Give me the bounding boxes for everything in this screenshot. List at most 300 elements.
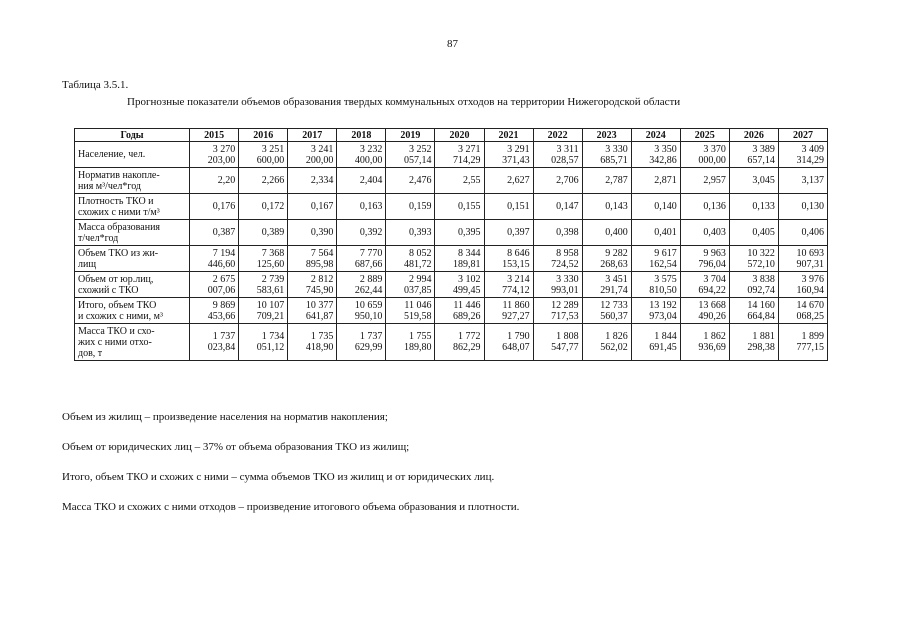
value-line: 3 350 bbox=[654, 143, 677, 155]
value-line: 262,44 bbox=[354, 284, 383, 296]
value-line: 203,00 bbox=[207, 154, 236, 166]
value-line: 3 311 bbox=[556, 143, 579, 155]
value-line: 160,94 bbox=[796, 284, 824, 296]
value-line: 0,392 bbox=[359, 227, 383, 238]
value-cell bbox=[190, 168, 239, 194]
row-label bbox=[75, 246, 190, 272]
value-line: 689,26 bbox=[453, 310, 481, 322]
value-line: 0,405 bbox=[752, 227, 775, 238]
value-cell bbox=[435, 168, 484, 194]
value-line: 0,130 bbox=[801, 201, 824, 212]
value-cell bbox=[778, 324, 827, 361]
value-line: 0,167 bbox=[310, 201, 334, 212]
row-label-line: Итого, объем ТКО bbox=[78, 299, 157, 311]
value-cell bbox=[484, 246, 533, 272]
year-header: 2021 bbox=[484, 129, 533, 142]
value-cell bbox=[435, 220, 484, 246]
forecast-table bbox=[74, 128, 828, 361]
value-line: 314,29 bbox=[796, 154, 824, 166]
value-line: 936,69 bbox=[698, 342, 726, 353]
value-cell bbox=[778, 168, 827, 194]
value-line: 0,397 bbox=[507, 227, 530, 238]
value-line: 10 659 bbox=[354, 299, 383, 311]
value-cell bbox=[435, 272, 484, 298]
value-line: 0,155 bbox=[458, 201, 481, 212]
value-line: 0,151 bbox=[507, 201, 530, 212]
value-line: 007,06 bbox=[207, 284, 236, 296]
value-cell bbox=[778, 246, 827, 272]
value-line: 973,04 bbox=[649, 310, 677, 322]
value-cell bbox=[778, 220, 827, 246]
value-line: 057,14 bbox=[403, 154, 432, 166]
note-legal-entities-volume: Объем от юридических лиц – 37% от объема образования ТКО из жилищ; bbox=[62, 441, 410, 453]
value-line: 8 344 bbox=[458, 247, 481, 259]
value-cell bbox=[435, 246, 484, 272]
value-cell bbox=[190, 246, 239, 272]
value-cell bbox=[288, 324, 337, 361]
value-line: 950,10 bbox=[354, 310, 383, 322]
value-line: 3 704 bbox=[703, 273, 726, 285]
value-line: 12 733 bbox=[600, 299, 628, 311]
value-cell bbox=[582, 168, 631, 194]
value-line: 7 368 bbox=[261, 247, 285, 259]
value-cell bbox=[729, 272, 778, 298]
value-line: 560,37 bbox=[600, 310, 628, 322]
value-line: 709,21 bbox=[256, 310, 285, 322]
row-label bbox=[75, 168, 190, 194]
value-cell bbox=[190, 194, 239, 220]
row-label bbox=[75, 324, 190, 361]
value-cell bbox=[533, 298, 582, 324]
value-line: 3 575 bbox=[654, 273, 677, 285]
value-cell bbox=[386, 168, 435, 194]
value-cell bbox=[533, 194, 582, 220]
table-row bbox=[75, 142, 828, 168]
value-line: 3 252 bbox=[408, 143, 432, 155]
year-header: 2016 bbox=[239, 129, 288, 142]
header-row bbox=[75, 129, 828, 142]
value-line: 2,20 bbox=[217, 175, 236, 186]
value-cell bbox=[680, 298, 729, 324]
row-label-line: ния м³/чел*год bbox=[78, 180, 142, 192]
value-cell bbox=[337, 168, 386, 194]
table-row bbox=[75, 272, 828, 298]
value-line: 0,403 bbox=[703, 227, 726, 238]
value-line: 862,29 bbox=[453, 342, 481, 353]
value-cell bbox=[582, 298, 631, 324]
value-line: 051,12 bbox=[256, 342, 285, 353]
value-cell bbox=[582, 142, 631, 168]
value-line: 200,00 bbox=[305, 154, 334, 166]
row-label bbox=[75, 142, 190, 168]
value-cell bbox=[582, 246, 631, 272]
value-line: 13 192 bbox=[649, 299, 677, 311]
value-line: 1 808 bbox=[556, 331, 579, 342]
value-cell bbox=[729, 220, 778, 246]
value-cell bbox=[533, 324, 582, 361]
value-cell bbox=[729, 194, 778, 220]
row-label-line: Объем ТКО из жи- bbox=[78, 247, 159, 259]
value-cell bbox=[778, 298, 827, 324]
note-total-mass: Масса ТКО и схожих с ними отходов – произведение итогового объема образования и плотности. bbox=[62, 501, 520, 513]
table-row bbox=[75, 194, 828, 220]
value-cell bbox=[631, 168, 680, 194]
value-line: 3,137 bbox=[801, 175, 824, 186]
value-cell bbox=[533, 142, 582, 168]
value-line: 092,74 bbox=[747, 284, 775, 296]
value-line: 0,133 bbox=[752, 201, 775, 212]
value-cell bbox=[680, 220, 729, 246]
value-cell bbox=[484, 194, 533, 220]
table-row bbox=[75, 168, 828, 194]
value-line: 8 958 bbox=[556, 247, 579, 259]
value-line: 777,15 bbox=[796, 342, 824, 353]
value-line: 810,50 bbox=[649, 284, 677, 296]
value-cell bbox=[386, 220, 435, 246]
value-line: 0,401 bbox=[654, 227, 677, 238]
value-cell bbox=[288, 246, 337, 272]
value-cell bbox=[239, 272, 288, 298]
value-cell bbox=[484, 324, 533, 361]
value-cell bbox=[190, 324, 239, 361]
row-label bbox=[75, 194, 190, 220]
value-line: 068,25 bbox=[796, 310, 824, 322]
value-cell bbox=[435, 298, 484, 324]
value-cell bbox=[631, 142, 680, 168]
value-line: 2 994 bbox=[408, 273, 432, 285]
value-cell bbox=[288, 298, 337, 324]
value-line: 0,395 bbox=[458, 227, 481, 238]
value-line: 11 446 bbox=[453, 299, 481, 311]
table-row bbox=[75, 324, 828, 361]
value-line: 3,045 bbox=[752, 175, 775, 186]
value-cell bbox=[533, 168, 582, 194]
value-line: 268,63 bbox=[600, 258, 628, 270]
table-title: Прогнозные показатели объемов образования твердых коммунальных отходов на территории Нижегородской области bbox=[127, 96, 681, 108]
value-line: 037,85 bbox=[403, 284, 432, 296]
value-line: 664,84 bbox=[747, 310, 775, 322]
value-cell bbox=[533, 246, 582, 272]
value-line: 745,90 bbox=[305, 284, 334, 296]
value-line: 3 389 bbox=[752, 143, 775, 155]
value-line: 3 251 bbox=[261, 143, 285, 155]
value-cell bbox=[239, 194, 288, 220]
value-cell bbox=[288, 194, 337, 220]
value-line: 000,00 bbox=[698, 154, 726, 166]
value-line: 14 160 bbox=[747, 299, 775, 311]
value-line: 028,57 bbox=[551, 154, 579, 166]
value-cell bbox=[729, 324, 778, 361]
year-header: 2025 bbox=[680, 129, 729, 142]
value-line: 724,52 bbox=[551, 258, 579, 270]
value-cell bbox=[631, 298, 680, 324]
value-line: 641,87 bbox=[305, 310, 334, 322]
value-cell bbox=[582, 194, 631, 220]
value-line: 572,10 bbox=[747, 258, 775, 270]
table-row bbox=[75, 246, 828, 272]
value-line: 14 670 bbox=[796, 299, 824, 311]
value-line: 907,31 bbox=[796, 258, 824, 270]
value-line: 685,71 bbox=[600, 154, 628, 166]
year-header: 2024 bbox=[631, 129, 680, 142]
value-line: 2,871 bbox=[654, 175, 677, 186]
value-line: 10 322 bbox=[747, 247, 775, 259]
value-cell bbox=[386, 246, 435, 272]
value-line: 927,27 bbox=[502, 310, 530, 322]
table-row bbox=[75, 220, 828, 246]
value-cell bbox=[582, 324, 631, 361]
value-line: 453,66 bbox=[207, 310, 236, 322]
value-line: 371,43 bbox=[502, 154, 530, 166]
row-label-line: дов, т bbox=[78, 347, 103, 359]
value-cell bbox=[288, 220, 337, 246]
value-cell bbox=[239, 246, 288, 272]
value-cell bbox=[337, 272, 386, 298]
value-cell bbox=[190, 272, 239, 298]
value-cell bbox=[533, 220, 582, 246]
note-housing-volume: Объем из жилищ – произведение населения на норматив накопления; bbox=[62, 411, 388, 423]
value-line: 023,84 bbox=[207, 342, 236, 353]
value-cell bbox=[631, 272, 680, 298]
value-cell bbox=[386, 142, 435, 168]
row-label-line: схожий с ТКО bbox=[78, 284, 139, 296]
value-line: 0,159 bbox=[408, 201, 432, 212]
value-line: 1 737 bbox=[359, 331, 383, 342]
row-label-line: схожих с ними т/м³ bbox=[78, 206, 160, 218]
value-line: 418,90 bbox=[305, 342, 334, 353]
value-cell bbox=[337, 246, 386, 272]
value-line: 1 735 bbox=[310, 331, 334, 342]
value-cell bbox=[239, 324, 288, 361]
value-line: 10 693 bbox=[796, 247, 824, 259]
value-line: 0,147 bbox=[556, 201, 579, 212]
value-line: 1 790 bbox=[507, 331, 530, 342]
value-line: 2,476 bbox=[408, 175, 432, 186]
value-line: 10 377 bbox=[305, 299, 334, 311]
value-cell bbox=[288, 272, 337, 298]
value-line: 0,400 bbox=[605, 227, 628, 238]
value-cell bbox=[484, 272, 533, 298]
value-cell bbox=[435, 324, 484, 361]
value-cell bbox=[435, 194, 484, 220]
value-cell bbox=[484, 168, 533, 194]
value-cell bbox=[778, 272, 827, 298]
value-line: 400,00 bbox=[354, 154, 383, 166]
value-line: 1 826 bbox=[605, 331, 628, 342]
value-line: 153,15 bbox=[502, 258, 530, 270]
year-header: 2017 bbox=[288, 129, 337, 142]
value-line: 3 232 bbox=[359, 143, 383, 155]
value-line: 1 734 bbox=[261, 331, 285, 342]
value-line: 0,143 bbox=[605, 201, 628, 212]
value-line: 9 617 bbox=[654, 247, 677, 259]
value-line: 298,38 bbox=[747, 342, 775, 353]
value-cell bbox=[631, 324, 680, 361]
value-line: 9 963 bbox=[703, 247, 726, 259]
value-line: 0,393 bbox=[408, 227, 432, 238]
value-cell bbox=[582, 220, 631, 246]
row-label-line: лищ bbox=[78, 258, 97, 270]
value-line: 2 739 bbox=[261, 273, 285, 285]
row-label-line: т/чел*год bbox=[78, 232, 119, 244]
value-cell bbox=[239, 168, 288, 194]
value-line: 490,26 bbox=[698, 310, 726, 322]
value-line: 3 976 bbox=[801, 273, 824, 285]
value-line: 648,07 bbox=[502, 342, 530, 353]
value-cell bbox=[680, 272, 729, 298]
value-line: 657,14 bbox=[747, 154, 775, 166]
table-row bbox=[75, 298, 828, 324]
row-label-line: Объем от юр.лиц, bbox=[78, 273, 154, 285]
note-total-volume: Итого, объем ТКО и схожих с ними – сумма объемов ТКО из жилищ и от юридических лиц. bbox=[62, 471, 495, 483]
value-cell bbox=[484, 220, 533, 246]
value-line: 0,406 bbox=[801, 227, 824, 238]
value-line: 3 409 bbox=[801, 143, 824, 155]
value-line: 519,58 bbox=[403, 310, 432, 322]
value-cell bbox=[778, 194, 827, 220]
value-line: 342,86 bbox=[649, 154, 677, 166]
value-line: 0,389 bbox=[261, 227, 285, 238]
value-line: 3 271 bbox=[458, 143, 481, 155]
value-line: 2,706 bbox=[556, 175, 579, 186]
value-cell bbox=[484, 142, 533, 168]
value-line: 687,66 bbox=[354, 258, 383, 270]
value-line: 0,136 bbox=[703, 201, 726, 212]
value-line: 2 889 bbox=[359, 273, 383, 285]
value-line: 2,334 bbox=[310, 175, 334, 186]
value-line: 7 564 bbox=[310, 247, 334, 259]
value-line: 11 046 bbox=[404, 299, 432, 311]
value-line: 1 881 bbox=[752, 331, 775, 342]
value-line: 13 668 bbox=[698, 299, 726, 311]
value-line: 895,98 bbox=[305, 258, 334, 270]
row-label bbox=[75, 220, 190, 246]
row-label-line: Норматив накопле- bbox=[78, 169, 160, 181]
year-header: 2027 bbox=[778, 129, 827, 142]
value-line: 0,398 bbox=[556, 227, 579, 238]
value-line: 1 755 bbox=[408, 331, 432, 342]
value-line: 1 772 bbox=[458, 331, 481, 342]
value-line: 189,81 bbox=[453, 258, 481, 270]
value-line: 0,176 bbox=[212, 201, 236, 212]
value-cell bbox=[239, 298, 288, 324]
value-line: 10 107 bbox=[256, 299, 285, 311]
year-header: 2019 bbox=[386, 129, 435, 142]
years-header: Годы bbox=[75, 129, 190, 142]
value-line: 2,266 bbox=[261, 175, 285, 186]
value-line: 1 899 bbox=[801, 331, 824, 342]
value-line: 162,54 bbox=[649, 258, 677, 270]
value-cell bbox=[239, 142, 288, 168]
value-cell bbox=[190, 220, 239, 246]
value-line: 0,172 bbox=[261, 201, 285, 212]
value-line: 583,61 bbox=[256, 284, 285, 296]
value-line: 0,140 bbox=[654, 201, 677, 212]
row-label bbox=[75, 272, 190, 298]
value-line: 291,74 bbox=[600, 284, 628, 296]
value-cell bbox=[337, 220, 386, 246]
row-label-line: Масса ТКО и схо- bbox=[78, 325, 155, 337]
table-id: Таблица 3.5.1. bbox=[62, 79, 129, 91]
value-line: 0,163 bbox=[359, 201, 383, 212]
value-line: 2,404 bbox=[359, 175, 383, 186]
value-line: 629,99 bbox=[354, 342, 383, 353]
year-header: 2026 bbox=[729, 129, 778, 142]
value-cell bbox=[631, 220, 680, 246]
value-line: 774,12 bbox=[502, 284, 530, 296]
value-line: 3 330 bbox=[605, 143, 628, 155]
value-cell bbox=[729, 246, 778, 272]
value-cell bbox=[288, 142, 337, 168]
row-label-line: Население, чел. bbox=[78, 149, 146, 160]
value-line: 2,55 bbox=[463, 175, 481, 186]
value-line: 3 270 bbox=[212, 143, 236, 155]
value-cell bbox=[239, 220, 288, 246]
value-cell bbox=[337, 194, 386, 220]
row-label-line: Плотность ТКО и bbox=[78, 195, 154, 207]
value-line: 481,72 bbox=[403, 258, 432, 270]
value-line: 1 862 bbox=[703, 331, 726, 342]
value-cell bbox=[337, 142, 386, 168]
value-line: 3 241 bbox=[310, 143, 334, 155]
value-line: 2,957 bbox=[703, 175, 726, 186]
value-cell bbox=[288, 168, 337, 194]
value-line: 993,01 bbox=[551, 284, 579, 296]
value-line: 562,02 bbox=[600, 342, 628, 353]
value-line: 691,45 bbox=[649, 342, 677, 353]
value-line: 9 869 bbox=[212, 299, 236, 311]
value-line: 3 370 bbox=[703, 143, 726, 155]
value-line: 8 052 bbox=[408, 247, 432, 259]
value-line: 2 812 bbox=[310, 273, 334, 285]
year-header: 2015 bbox=[190, 129, 239, 142]
value-line: 714,29 bbox=[453, 154, 481, 166]
year-header: 2023 bbox=[582, 129, 631, 142]
value-line: 547,77 bbox=[551, 342, 579, 353]
year-header: 2022 bbox=[533, 129, 582, 142]
value-cell bbox=[778, 142, 827, 168]
row-label-line: жих с ними отхо- bbox=[78, 336, 152, 348]
value-cell bbox=[631, 194, 680, 220]
value-cell bbox=[680, 324, 729, 361]
value-cell bbox=[386, 272, 435, 298]
value-cell bbox=[386, 324, 435, 361]
value-line: 0,387 bbox=[212, 227, 236, 238]
value-line: 1 844 bbox=[654, 331, 677, 342]
row-label-line: и схожих с ними, м³ bbox=[78, 310, 163, 322]
value-cell bbox=[484, 298, 533, 324]
value-line: 125,60 bbox=[256, 258, 285, 270]
value-line: 446,60 bbox=[207, 258, 236, 270]
value-cell bbox=[190, 142, 239, 168]
value-line: 3 214 bbox=[507, 273, 530, 285]
value-cell bbox=[582, 272, 631, 298]
value-line: 3 838 bbox=[752, 273, 775, 285]
value-line: 3 451 bbox=[605, 273, 628, 285]
value-cell bbox=[680, 246, 729, 272]
value-line: 2 675 bbox=[212, 273, 236, 285]
value-line: 2,627 bbox=[507, 175, 530, 186]
row-label bbox=[75, 298, 190, 324]
value-line: 7 194 bbox=[212, 247, 236, 259]
value-cell bbox=[729, 168, 778, 194]
value-cell bbox=[680, 142, 729, 168]
value-cell bbox=[386, 194, 435, 220]
value-cell bbox=[190, 298, 239, 324]
value-cell bbox=[729, 298, 778, 324]
year-header: 2018 bbox=[337, 129, 386, 142]
value-line: 796,04 bbox=[698, 258, 726, 270]
